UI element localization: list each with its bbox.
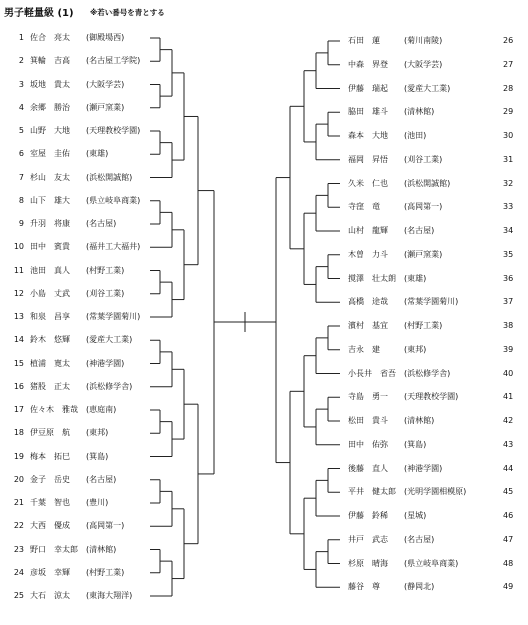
entry-seed: 15 [13, 358, 24, 368]
entry-seed: 37 [503, 297, 514, 307]
entry-seed: 10 [13, 242, 24, 252]
entry-seed: 39 [503, 344, 514, 354]
entry-seed: 26 [503, 36, 514, 45]
entry-seed: 17 [13, 405, 24, 414]
entry-name: 森本 大地 [348, 131, 388, 140]
entry-name: 田中 佑弥 [348, 439, 388, 449]
entry-name: 坂地 貴太 [30, 79, 70, 89]
entry-seed: 41 [503, 392, 514, 402]
entry-name: 小島 丈武 [30, 288, 70, 298]
entry-name: 室屋 圭佑 [30, 149, 70, 159]
entry-seed: 19 [13, 451, 24, 461]
entry-name: 石田 蓮 [348, 36, 380, 45]
entry-school: (光明学園相模原) [404, 487, 467, 497]
entry-school: (浜松修学舎) [86, 381, 133, 391]
entry-name: 彦坂 幸輝 [30, 567, 70, 577]
entry-seed: 12 [13, 288, 24, 298]
entry-school: (高岡第一) [404, 202, 443, 212]
entry-seed: 24 [13, 567, 24, 577]
entry-school: (東雄) [404, 273, 427, 283]
entry-school: (箕島) [404, 439, 427, 449]
entry-school: (名古屋工学院) [86, 56, 141, 66]
entry-name: 山野 大地 [30, 126, 70, 135]
entry-seed: 13 [13, 312, 24, 321]
entry-school: (大阪学芸) [404, 59, 443, 69]
entry-seed: 9 [18, 219, 24, 228]
entry-seed: 1 [18, 33, 24, 42]
entry-school: (恵庭南) [86, 405, 117, 414]
entry-name: 佐合 亮太 [30, 33, 70, 42]
entry-seed: 8 [18, 195, 24, 205]
entry-school: (村野工業) [404, 321, 443, 330]
entry-school: (東海大翔洋) [86, 591, 133, 600]
entry-seed: 44 [503, 463, 514, 473]
entry-name: 大西 優成 [30, 521, 70, 531]
entry-seed: 20 [13, 474, 24, 484]
entry-seed: 2 [18, 56, 24, 66]
entry-school: (清林館) [404, 416, 435, 425]
entry-name: 高橋 途哉 [348, 297, 388, 307]
entry-school: (静岡北) [404, 582, 435, 592]
entry-school: (清林館) [404, 107, 435, 117]
entry-name: 山村 龍輝 [348, 226, 388, 235]
entry-name: 久米 仁也 [348, 178, 388, 188]
entry-seed: 49 [503, 582, 514, 592]
entry-school: (神港学園) [86, 358, 125, 368]
entry-name: 植浦 寛太 [30, 358, 70, 368]
entry-school: (村野工業) [86, 265, 125, 275]
entry-school: (天理教校学園) [86, 126, 141, 135]
entry-seed: 14 [13, 335, 24, 345]
entry-name: 箕輪 吉高 [30, 56, 70, 66]
entry-name: 山下 雄大 [30, 195, 70, 205]
entry-seed: 27 [503, 59, 514, 69]
entry-name: 鈴木 悠輝 [30, 335, 70, 345]
entry-seed: 48 [503, 558, 514, 568]
entry-seed: 45 [503, 487, 514, 497]
entry-seed: 43 [503, 439, 514, 449]
entry-name: 脇田 雄斗 [348, 107, 388, 117]
entry-seed: 5 [18, 126, 24, 135]
entry-name: 伊藤 鈴稀 [348, 511, 388, 520]
entry-seed: 34 [503, 226, 514, 235]
entry-school: (東雄) [86, 149, 109, 159]
entry-name: 杉山 友太 [30, 172, 70, 182]
entry-school: (県立岐阜商業) [86, 195, 141, 205]
entry-seed: 42 [503, 416, 514, 425]
entry-school: (常葉学園菊川) [86, 312, 141, 321]
entry-school: (名古屋) [404, 534, 435, 544]
entry-seed: 6 [18, 149, 24, 159]
entry-school: (豊川) [86, 498, 109, 507]
entry-name: 小長井 省吾 [348, 368, 396, 378]
entry-seed: 32 [503, 178, 514, 188]
entry-seed: 22 [13, 521, 24, 531]
entry-seed: 16 [13, 381, 24, 391]
entry-school: (東邦) [86, 428, 109, 438]
entry-name: 池田 真人 [30, 265, 70, 275]
entry-school: (名古屋) [86, 474, 117, 484]
entry-school: (名古屋) [404, 226, 435, 235]
entry-name: 千葉 智也 [30, 498, 70, 507]
entry-school: (東邦) [404, 344, 427, 354]
entry-seed: 30 [503, 131, 514, 140]
bracket-title: 男子軽量級 (1) [4, 8, 74, 19]
entry-seed: 28 [503, 83, 514, 93]
entry-school: (県立岐阜商業) [404, 558, 459, 568]
entry-name: 和泉 昌享 [30, 312, 70, 321]
entry-school: (高岡第一) [86, 521, 125, 531]
bracket-note: ※若い番号を青とする [90, 8, 165, 17]
entry-school: (浜松開誠館) [86, 172, 133, 182]
entry-seed: 21 [13, 498, 24, 507]
entry-school: (名古屋) [86, 219, 117, 228]
entry-seed: 36 [503, 273, 514, 283]
entry-seed: 47 [503, 534, 514, 544]
entry-school: (常葉学園菊川) [404, 297, 459, 307]
entry-name: 野口 幸太郎 [30, 544, 78, 554]
entry-school: (愛産大工業) [404, 83, 451, 93]
entry-school: (刈谷工業) [86, 288, 125, 298]
entry-school: (御殿場西) [86, 33, 125, 42]
entry-name: 杉原 晴海 [348, 558, 388, 568]
entry-seed: 3 [18, 79, 24, 89]
entry-seed: 33 [503, 202, 514, 212]
entry-seed: 23 [13, 544, 24, 554]
entry-seed: 38 [503, 321, 514, 330]
entry-name: 井戸 武志 [348, 534, 388, 544]
entry-name: 伊藤 瑞起 [348, 83, 388, 93]
entry-school: (愛産大工業) [86, 335, 133, 345]
entry-name: 伊豆原 航 [30, 428, 70, 438]
entry-school: (菊川南陵) [404, 36, 443, 45]
entry-school: (刈谷工業) [404, 154, 443, 164]
entry-name: 猪股 正太 [30, 381, 70, 391]
entry-name: 吉永 建 [348, 344, 380, 354]
entry-name: 佐々木 雅哉 [30, 405, 78, 414]
entry-name: 撹澤 壮太朗 [348, 273, 396, 283]
entry-name: 藤谷 尊 [348, 582, 380, 592]
entry-school: (浜松開誠館) [404, 178, 451, 188]
entry-seed: 25 [13, 591, 24, 600]
entry-seed: 7 [18, 172, 24, 182]
entry-name: 寺島 勇一 [348, 392, 388, 402]
entry-school: (浜松修学舎) [404, 368, 451, 378]
entry-seed: 18 [13, 428, 24, 438]
entry-seed: 40 [503, 368, 514, 378]
entry-name: 余郷 勝治 [30, 102, 70, 112]
entry-school: (天理教校学園) [404, 392, 459, 402]
entry-seed: 31 [503, 154, 514, 164]
entry-school: (瀬戸窯業) [86, 102, 125, 112]
entry-school: (箕島) [86, 451, 109, 461]
entry-school: (星城) [404, 511, 427, 520]
entry-name: 升羽 将康 [30, 219, 70, 228]
entry-school: (瀬戸窯業) [404, 249, 443, 259]
entry-seed: 46 [503, 511, 514, 520]
entry-seed: 4 [18, 102, 24, 112]
entry-seed: 35 [503, 249, 514, 259]
entry-school: (福井工大福井) [86, 242, 141, 252]
entry-school: (清林館) [86, 544, 117, 554]
entry-seed: 11 [13, 265, 24, 275]
entry-name: 金子 岳史 [30, 474, 70, 484]
entry-name: 木曽 力斗 [348, 249, 388, 259]
entry-name: 後藤 直人 [348, 463, 388, 473]
entry-seed: 29 [503, 107, 514, 117]
entry-name: 中森 界登 [348, 59, 388, 69]
entry-name: 福岡 昇悟 [348, 154, 388, 164]
entry-name: 平井 健太郎 [348, 487, 396, 497]
entry-school: (大阪学芸) [86, 79, 125, 89]
entry-name: 大石 涼太 [30, 591, 70, 600]
entry-name: 梅本 拓巳 [30, 451, 70, 461]
entry-name: 田中 賓貴 [30, 242, 70, 252]
entry-name: 寺窪 竜 [348, 202, 380, 212]
entry-name: 松田 貴斗 [348, 416, 388, 425]
entry-school: (池田) [404, 131, 427, 140]
entry-school: (村野工業) [86, 567, 125, 577]
entry-name: 濱村 基宜 [348, 321, 388, 330]
entry-school: (神港学園) [404, 463, 443, 473]
